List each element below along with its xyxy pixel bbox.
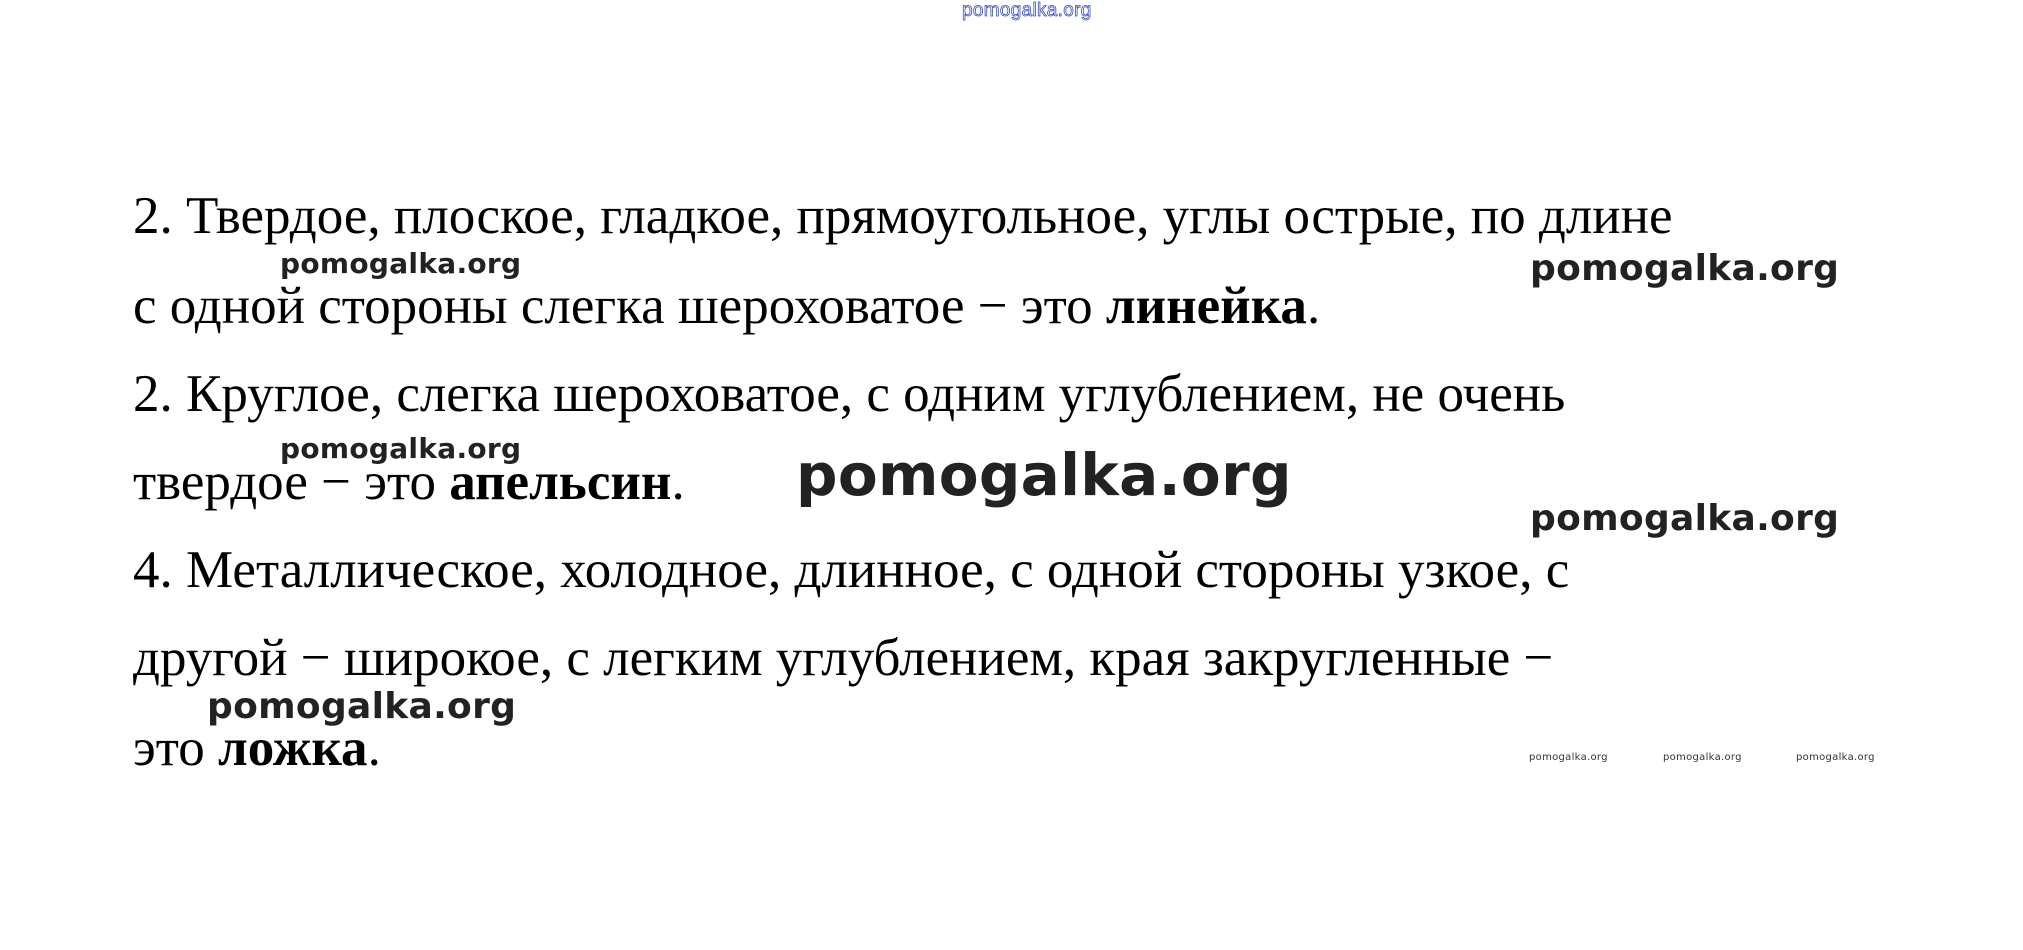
- watermark-label: pomogalka.org: [280, 247, 522, 280]
- watermark-top: pomogalka.org: [962, 0, 1092, 21]
- answer-orange: апельсин: [449, 453, 672, 511]
- paragraph-1-line-1: 2. Твердое, плоское, гладкое, прямоугольное, углы острые, по длине: [133, 187, 1673, 245]
- watermark-label: pomogalka.org: [1530, 248, 1840, 289]
- paragraph-1-line-2: [133, 276, 1320, 336]
- paragraph-2-text: твердое − это: [133, 453, 450, 511]
- paragraph-3-text: это: [133, 719, 218, 777]
- watermark-small: pomogalka.org: [1796, 752, 1875, 763]
- watermark-label: pomogalka.org: [280, 432, 522, 465]
- paragraph-1-text: с одной стороны слегка шероховатое − это: [133, 277, 1106, 335]
- paragraph-2-line-1: 2. Круглое, слегка шероховатое, с одним углублением, не очень: [133, 365, 1566, 423]
- watermark-label: pomogalka.org: [1530, 498, 1840, 539]
- watermark-small: pomogalka.org: [1529, 752, 1608, 763]
- answer-ruler: линейка: [1105, 277, 1307, 335]
- paragraph-3-line-1: 4. Металлическое, холодное, длинное, с одной стороны узкое, с: [133, 541, 1570, 599]
- period: .: [1306, 277, 1321, 335]
- period: .: [367, 719, 381, 777]
- paragraph-3-line-2: другой − широкое, с легким углублением, края закругленные −: [133, 629, 1554, 687]
- answer-spoon: ложка: [217, 719, 368, 777]
- watermark-small: pomogalka.org: [1663, 752, 1742, 763]
- period: .: [671, 453, 685, 511]
- paragraph-3-line-3: [133, 718, 381, 778]
- watermark-label-large: pomogalka.org: [796, 441, 1292, 509]
- watermark-label: pomogalka.org: [207, 686, 517, 727]
